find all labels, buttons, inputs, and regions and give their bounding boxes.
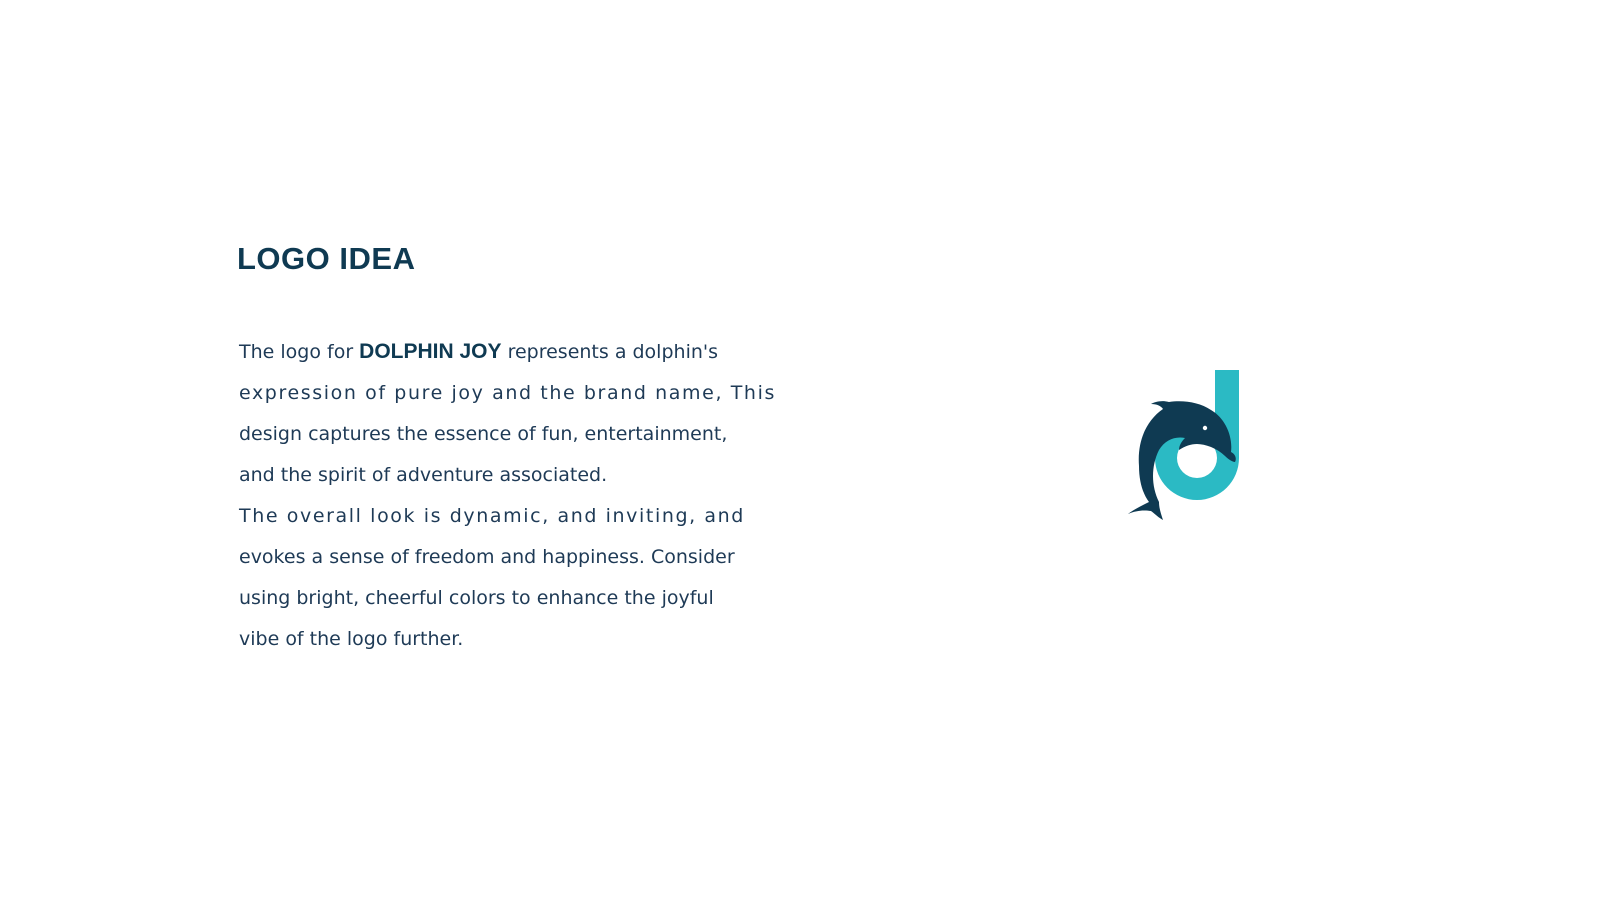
slide-title: LOGO IDEA (237, 241, 416, 276)
description-line-8: vibe of the logo further. (239, 628, 464, 650)
description-line-7: using bright, cheerful colors to enhance the joyful (239, 587, 714, 609)
description-text (239, 331, 776, 660)
description-line-3: design captures the essence of fun, entertainment, (239, 423, 728, 445)
description-line-4: and the spirit of adventure associated. (239, 464, 608, 486)
description-text-segment: represents a dolphin's (501, 341, 719, 363)
description-line-1 (239, 331, 759, 373)
description-line-5: The overall look is dynamic, and inviting, and (239, 505, 745, 527)
dolphin-d-logo-icon (1125, 370, 1255, 530)
description-text-segment: The logo for (239, 341, 360, 363)
logo-dolphin-eye-icon (1203, 426, 1207, 430)
description-line-2: expression of pure joy and the brand name, This (239, 382, 776, 404)
brand-name: DOLPHIN JOY (359, 340, 502, 363)
description-line-6: evokes a sense of freedom and happiness. Consider (239, 546, 735, 568)
